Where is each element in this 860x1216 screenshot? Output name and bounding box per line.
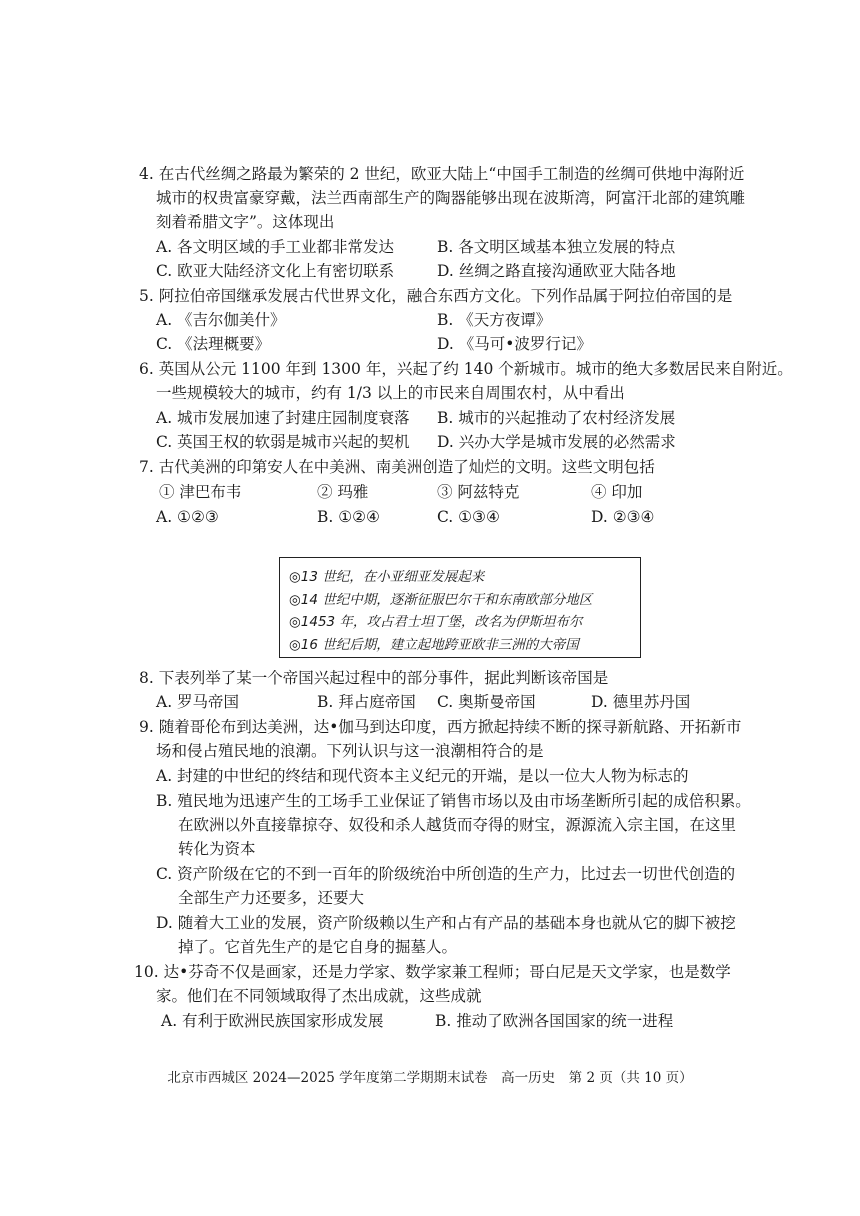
q6-stem-line-1: 6. 英国从公元 1100 年到 1300 年，兴起了约 140 个新城市。城市的绝大多数居民来自附近。	[139, 360, 793, 378]
q7-option-c: C. ①③④	[437, 508, 500, 526]
q8-option-d: D. 德里苏丹国	[591, 693, 691, 711]
q9-option-b-line-2: 在欧洲以外直接靠掠夺、奴役和杀人越货而夺得的财宝，源源流入宗主国，在这里	[178, 816, 737, 834]
q9-option-d-line-1: D. 随着大工业的发展，资产阶级赖以生产和占有产品的基础本身也就从它的脚下被挖	[156, 914, 736, 932]
q4-stem-line-1: 4. 在古代丝绸之路最为繁荣的 2 世纪，欧亚大陆上“中国手工制造的丝绸可供地中海附近	[139, 165, 745, 183]
q9-option-d-line-2: 掉了。它首先生产的是它自身的掘墓人。	[178, 938, 458, 956]
q7-item-3: ③ 阿兹特克	[437, 483, 520, 501]
q5-option-c: C. 《法理概要》	[156, 335, 271, 353]
q7-item-4: ④ 印加	[591, 483, 643, 501]
q7-option-d: D. ②③④	[591, 508, 655, 526]
q8-option-c: C. 奥斯曼帝国	[437, 693, 536, 711]
q9-option-b-line-3: 转化为资本	[178, 840, 256, 858]
q8-event-1: ◎13 世纪，在小亚细亚发展起来	[289, 569, 485, 585]
q10-option-a: A. 有利于欧洲民族国家形成发展	[161, 1012, 384, 1030]
q7-option-b: B. ①②④	[317, 508, 380, 526]
q4-option-d: D. 丝绸之路直接沟通欧亚大陆各地	[437, 262, 676, 280]
q7-item-2: ② 玛雅	[317, 483, 369, 501]
q4-option-c: C. 欧亚大陆经济文化上有密切联系	[156, 262, 395, 280]
q7-item-1: ① 津巴布韦	[159, 483, 242, 501]
q9-option-a: A. 封建的中世纪的终结和现代资本主义纪元的开端，是以一位大人物为标志的	[156, 767, 689, 785]
q7-option-a: A. ①②③	[156, 508, 219, 526]
q9-option-c-line-2: 全部生产力还要多，还要大	[178, 889, 365, 907]
q8-event-4: ◎16 世纪后期，建立起地跨亚欧非三洲的大帝国	[289, 636, 579, 653]
q8-option-a: A. 罗马帝国	[156, 693, 240, 711]
q8-event-box	[279, 557, 641, 658]
q6-option-b: B. 城市的兴起推动了农村经济发展	[437, 409, 676, 427]
q9-stem-line-1: 9. 随着哥伦布到达美洲，达•伽马到达印度，西方掀起持续不断的探寻新航路、开拓新市	[139, 718, 742, 736]
q10-stem-line-1: 10. 达•芬奇不仅是画家，还是力学家、数学家兼工程师；哥白尼是天文学家，也是数学	[134, 963, 731, 981]
q8-stem-line-1: 8. 下表列举了某一个帝国兴起过程中的部分事件，据此判断该帝国是	[139, 669, 609, 687]
q6-stem-line-2: 一些规模较大的城市，约有 1/3 以上的市民来自周围农村，从中看出	[156, 384, 625, 402]
q8-event-2: ◎14 世纪中期，逐渐征服巴尔干和东南欧部分地区	[289, 591, 593, 608]
q9-option-b-line-1: B. 殖民地为迅速产生的工场手工业保证了销售市场以及由市场垄断所引起的成倍积累。	[156, 792, 751, 810]
q5-stem-line-1: 5. 阿拉伯帝国继承发展古代世界文化，融合东西方文化。下列作品属于阿拉伯帝国的是	[139, 287, 733, 305]
q6-option-c: C. 英国王权的软弱是城市兴起的契机	[156, 433, 410, 451]
q5-option-d: D. 《马可•波罗行记》	[437, 335, 592, 353]
q4-option-a: A. 各文明区域的手工业都非常发达	[156, 238, 395, 256]
q7-stem-line-1: 7. 古代美洲的印第安人在中美洲、南美洲创造了灿烂的文明。这些文明包括	[139, 458, 655, 476]
q9-option-c-line-1: C. 资产阶级在它的不到一百年的阶级统治中所创造的生产力，比过去一切世代创造的	[156, 865, 736, 883]
page-footer: 北京市西城区 2024—2025 学年度第二学期期末试卷 高一历史 第 2 页（共 10 页）	[167, 1070, 693, 1086]
q4-stem-line-3: 刻着希腊文字”。这体现出	[156, 213, 335, 231]
q10-stem-line-2: 家。他们在不同领域取得了杰出成就，这些成就	[156, 987, 482, 1005]
q8-event-3: ◎1453 年，攻占君士坦丁堡，改名为伊斯坦布尔	[289, 614, 583, 630]
q4-stem-line-2: 城市的权贵富豪穿戴，法兰西南部生产的陶器能够出现在波斯湾，阿富汗北部的建筑雕	[156, 189, 746, 207]
q4-option-b: B. 各文明区域基本独立发展的特点	[437, 238, 676, 256]
q5-option-b: B. 《天方夜谭》	[437, 311, 552, 329]
q10-option-b: B. 推动了欧洲各国国家的统一进程	[435, 1012, 674, 1030]
q6-option-a: A. 城市发展加速了封建庄园制度衰落	[156, 409, 410, 427]
q8-option-b: B. 拜占庭帝国	[317, 693, 416, 711]
q6-option-d: D. 兴办大学是城市发展的必然需求	[437, 433, 676, 451]
q5-option-a: A. 《吉尔伽美什》	[156, 311, 286, 329]
q9-stem-line-2: 场和侵占殖民地的浪潮。下列认识与这一浪潮相符合的是	[156, 742, 544, 760]
